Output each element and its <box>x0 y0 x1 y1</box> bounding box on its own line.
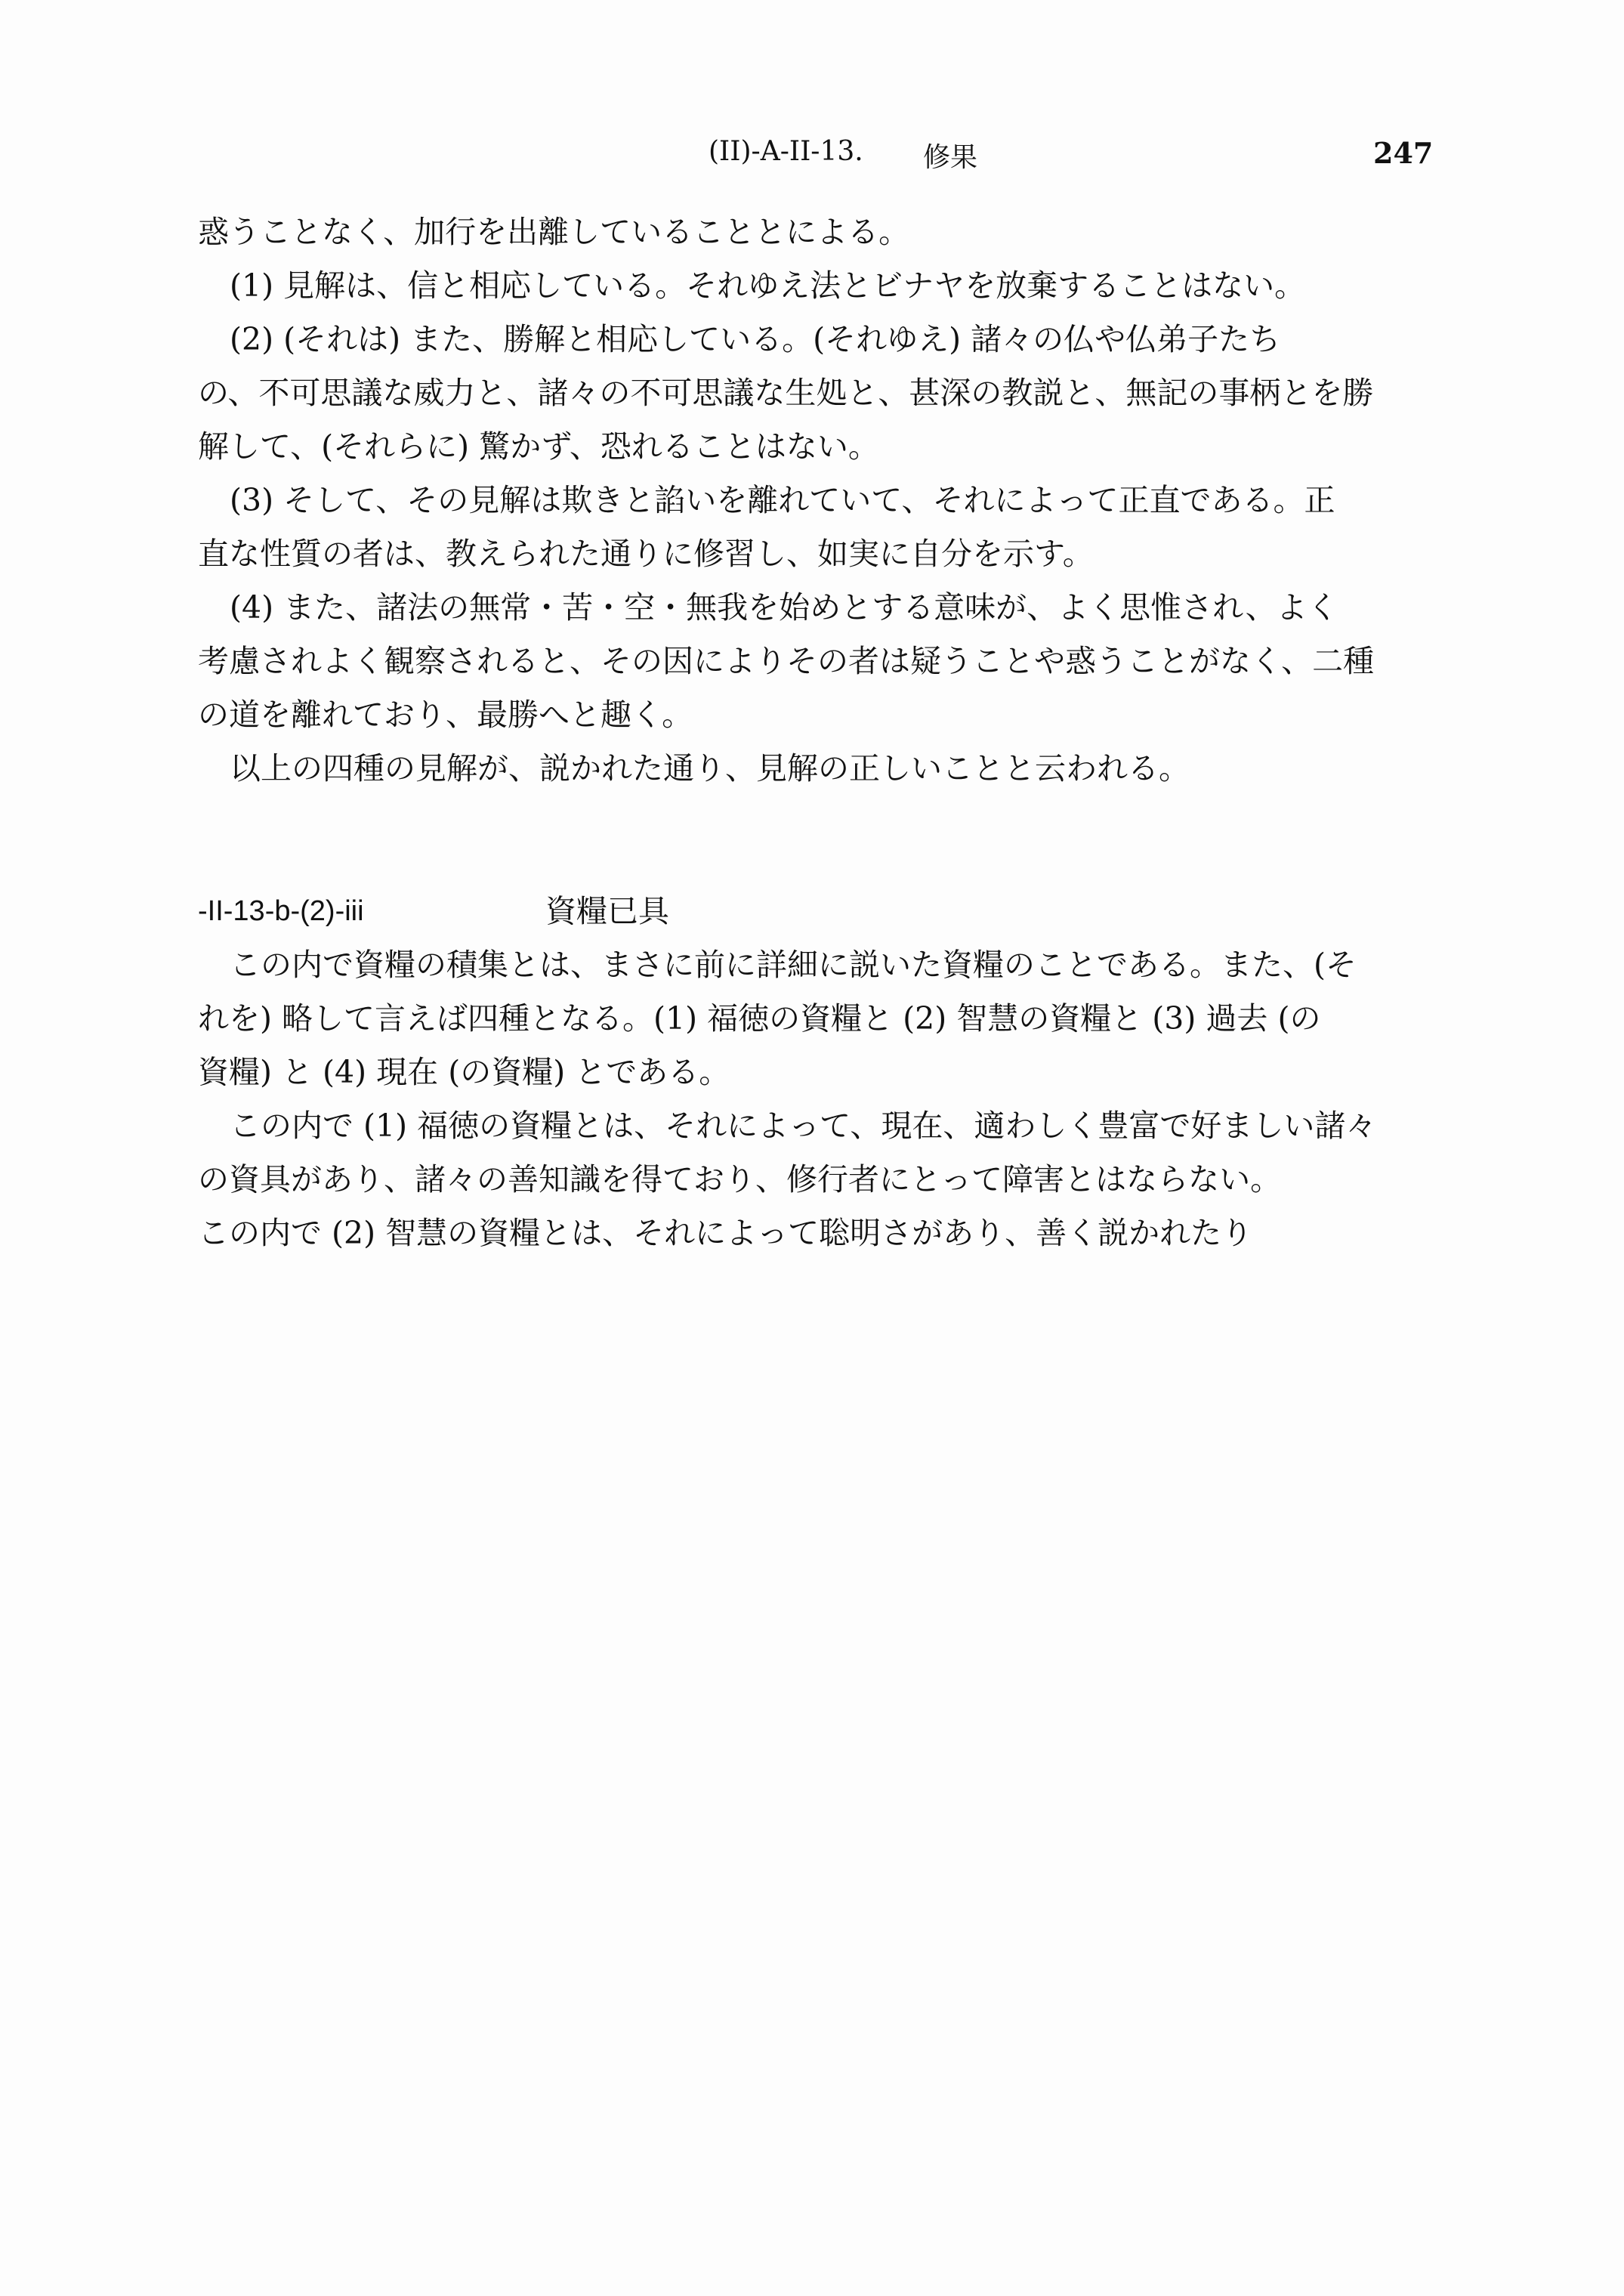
text-line: 直な性質の者は、教えられた通りに修習し、如実に自分を示す。 <box>198 536 1094 572</box>
text-line: れを) 略して言えば四種となる。(1) 福徳の資糧と (2) 智慧の資糧と (3) 過去 (の <box>198 1000 1321 1037</box>
header-section-number: (II)-A-II-13. <box>709 136 863 167</box>
text-line: の道を離れており、最勝へと趣く。 <box>198 697 693 733</box>
paragraph-block-b <box>198 938 1459 1260</box>
text-line: の資具があり、諸々の善知識を得ており、修行者にとって障害とはならない。 <box>198 1161 1282 1197</box>
text-line: この内で (2) 智慧の資糧とは、それによって聡明さがあり、善く説かれたり <box>198 1215 1253 1251</box>
subsection-title: 資糧已具 <box>545 893 669 929</box>
text-line: 解して、(それらに) 驚かず、恐れることはない。 <box>198 428 879 465</box>
header-title: 修果 <box>923 142 978 173</box>
section-gap <box>198 796 1459 885</box>
text-line: この内で (1) 福徳の資糧とは、それによって、現在、適わしく豊富で好ましい諸々 <box>230 1108 1377 1144</box>
text-line: (3) そして、その見解は欺きと諂いを離れていて、それによって正直である。正 <box>230 482 1335 518</box>
text-line: (1) 見解は、信と相応している。それゆえ法とビナヤを放棄することはない。 <box>230 267 1306 304</box>
body-text <box>198 205 1459 1260</box>
subsection-heading <box>198 885 1459 938</box>
text-line: この内で資糧の積集とは、まさに前に詳細に説いた資糧のことである。また、(そ <box>230 947 1357 983</box>
text-line: (2) (それは) また、勝解と相応している。(それゆえ) 諸々の仏や仏弟子たち <box>230 321 1281 357</box>
text-line: の、不可思議な威力と、諸々の不可思議な生処と、甚深の教説と、無記の事柄とを勝 <box>198 375 1374 411</box>
running-header <box>0 136 1624 181</box>
text-line: 惑うことなく、加行を出離していることとによる。 <box>198 214 910 250</box>
text-line: 資糧) と (4) 現在 (の資糧) とである。 <box>198 1054 730 1090</box>
text-line: (4) また、諸法の無常・苦・空・無我を始めとする意味が、よく思惟され、よく <box>230 589 1338 626</box>
paragraph-block-a <box>198 205 1459 796</box>
text-line: 以上の四種の見解が、説かれた通り、見解の正しいことと云われる。 <box>230 750 1190 786</box>
page-number: 247 <box>1373 136 1434 170</box>
subsection-code: -II-13-b-(2)-iii <box>198 895 364 927</box>
text-line: 考慮されよく観察されると、その因によりその者は疑うことや惑うことがなく、二種 <box>198 643 1375 679</box>
